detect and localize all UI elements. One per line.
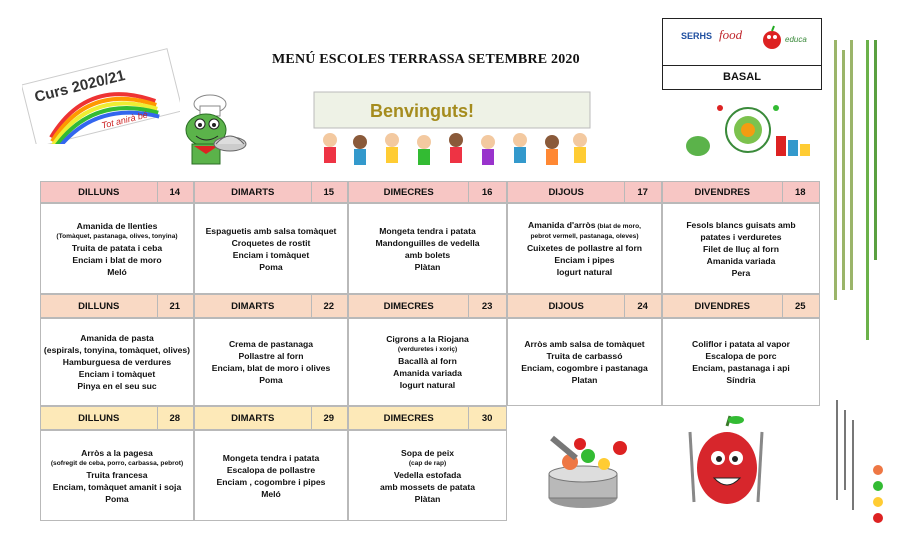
nutrition-illustration [676, 94, 820, 178]
menu-line-text: Truita de patata i ceba [71, 242, 163, 253]
day-name: DIMARTS [195, 407, 312, 429]
day-header [348, 181, 507, 203]
menu-cell [348, 430, 507, 521]
menu-cell [507, 203, 662, 294]
menu-line [51, 459, 183, 469]
menu-type-label: BASAL [723, 71, 761, 83]
menu-line-text: Enciam i tomàquet [232, 249, 310, 260]
menu-line [398, 355, 457, 367]
menu-line [229, 338, 313, 350]
menu-line [259, 374, 282, 386]
menu-line-text: Poma [259, 261, 283, 272]
day-number: 23 [481, 300, 493, 312]
apple-mascot-image [684, 412, 770, 522]
menu-line [692, 338, 790, 350]
menu-line-text: Mongeta tendra i patata [222, 452, 320, 463]
menu-line [394, 469, 461, 481]
day-header [507, 294, 662, 318]
menu-line-text: Arròs a la pagesa [81, 447, 153, 458]
menu-cell [194, 203, 348, 294]
menu-line-text: pebrot vermell, pastanaga, oleves) [530, 233, 639, 240]
day-number: 17 [637, 186, 648, 198]
menu-line-text: Filet de lluç al forn [703, 243, 779, 254]
day-name: DILLUNS [41, 182, 158, 202]
welcome-banner [300, 90, 604, 172]
day-number: 18 [794, 186, 806, 198]
day-number: 14 [169, 186, 181, 198]
side-legend-image [826, 40, 896, 530]
day-name: DILLUNS [41, 295, 158, 317]
menu-line [692, 362, 789, 374]
day-number: 16 [481, 186, 493, 198]
curs-text: Curs 2020/21 [32, 66, 127, 106]
menu-line-text: (cap de rap) [408, 459, 447, 467]
menu-line [86, 469, 147, 481]
menu-line-text: Enciam, blat de moro i olives [211, 363, 331, 373]
menu-line [81, 447, 153, 459]
menu-line [409, 459, 446, 469]
menu-line-text: Enciam i blat de moro [72, 254, 162, 265]
menu-line [398, 345, 457, 355]
menu-line-text: Amanida de llenties [76, 220, 158, 231]
menu-line [79, 368, 155, 380]
menu-line-text: Amanida de pasta [80, 333, 154, 343]
menu-line-text: Poma [105, 493, 129, 504]
menu-line-text: Iogurt natural [399, 380, 456, 390]
day-name: DIMECRES [349, 182, 469, 202]
menu-line [415, 493, 441, 505]
menu-line [232, 237, 311, 249]
menu-line [63, 356, 171, 368]
menu-line [261, 488, 281, 500]
menu-line [56, 232, 177, 242]
menu-line [77, 220, 158, 232]
menu-line-text: Coliflor i patata al vapor [692, 339, 790, 349]
menu-line [572, 374, 598, 386]
menu-line [380, 481, 475, 493]
menu-line-text: Pinya en el seu suc [77, 381, 157, 391]
menu-line-text: patates i verduretes [700, 231, 782, 242]
menu-line-text: Fesols blancs guisats amb [686, 219, 796, 230]
day-header [662, 181, 820, 203]
menu-cell [40, 318, 194, 406]
page-title: MENÚ ESCOLES TERRASSA SETEMBRE 2020 [272, 52, 580, 67]
menu-line [375, 237, 479, 249]
menu-line [72, 242, 162, 254]
frog-chef-image [158, 92, 248, 170]
menu-line-text: Sopa de peix [400, 447, 454, 458]
menu-cell [194, 430, 348, 521]
menu-line [530, 232, 638, 242]
menu-line-text: Plàtan [414, 261, 441, 272]
menu-line-text: Enciam, tomàquet amanit i soja [52, 481, 182, 492]
day-number: 25 [794, 300, 806, 312]
menu-line-text: Amanida d'arròs [528, 220, 596, 230]
menu-line [400, 379, 455, 391]
day-header [40, 181, 194, 203]
menu-line [44, 344, 190, 356]
menu-line-text: Bacallà al forn [398, 356, 457, 366]
menu-line-text: Enciam, pastanaga i api [692, 363, 790, 373]
menu-line-text: (espirals, tonyina, tomàquet, olives) [43, 345, 191, 355]
menu-line-text: Croquetes de rostit [231, 237, 311, 248]
menu-line-text: Iogurt natural [556, 267, 613, 277]
day-name: DIVENDRES [663, 182, 783, 202]
day-header [194, 294, 348, 318]
cooking-pot-image [528, 418, 638, 516]
menu-line-text: Truita francesa [86, 469, 148, 480]
menu-line-text: Escalopa de porc [705, 351, 777, 361]
menu-line [700, 231, 781, 243]
day-name: DIVENDRES [663, 295, 783, 317]
day-header [40, 406, 194, 430]
apple-logo-icon [761, 24, 783, 54]
day-number: 21 [169, 300, 181, 312]
serhs-logo [663, 19, 821, 66]
menu-line [259, 261, 282, 273]
menu-line [53, 481, 181, 493]
day-name: DIMECRES [349, 407, 469, 429]
menu-line [726, 374, 755, 386]
menu-line [212, 362, 330, 374]
menu-line-text: Platan [571, 375, 598, 385]
menu-cell [348, 318, 507, 406]
day-header [194, 406, 348, 430]
menu-line [524, 338, 644, 350]
menu-cell [662, 318, 820, 406]
menu-cell [348, 203, 507, 294]
logo-brand3: educa [785, 35, 807, 44]
menu-line [554, 254, 614, 266]
menu-line-note: (blat de moro, [595, 223, 641, 230]
menu-line-text: Vedella estofada [393, 469, 462, 480]
menu-line-text: (Tomàquet, pastanaga, olives, tonyina) [56, 232, 178, 240]
menu-line [527, 242, 642, 254]
menu-line-text: Amanida variada [393, 368, 462, 378]
menu-line [227, 464, 315, 476]
menu-line-text: Meló [107, 266, 127, 277]
day-header [348, 294, 507, 318]
day-header [194, 181, 348, 203]
menu-line [386, 333, 469, 345]
menu-line [557, 266, 612, 278]
menu-line [686, 219, 795, 231]
day-number: 22 [323, 300, 335, 312]
day-number: 30 [481, 412, 493, 424]
menu-line-text: Mandonguilles de vedella [375, 237, 480, 248]
menu-line [379, 225, 475, 237]
menu-line-text: Mongeta tendra i patata [379, 225, 476, 236]
day-header [40, 294, 194, 318]
menu-cell [194, 318, 348, 406]
menu-line-text: Enciam i tomàquet [78, 369, 156, 379]
day-name: DIJOUS [508, 182, 625, 202]
menu-line-text: Escalopa de pollastre [226, 464, 316, 475]
menu-line-text: Espaguetis amb salsa tomàquet [205, 225, 337, 236]
menu-line-text: Hamburguesa de verdures [62, 357, 172, 367]
logo-box [662, 18, 822, 90]
menu-line-text: Pollastre al forn [238, 351, 304, 361]
menu-line-text: Plàtan [414, 493, 441, 504]
menu-line [405, 249, 450, 261]
menu-line-text: Síndria [726, 375, 756, 385]
menu-line [80, 332, 154, 344]
menu-cell [40, 203, 194, 294]
day-name: DIMECRES [349, 295, 469, 317]
curs-badge [22, 44, 180, 144]
menu-line-text: amb bolets [404, 249, 451, 260]
menu-line [105, 493, 128, 505]
menu-line [393, 367, 462, 379]
menu-line-text: Meló [261, 488, 281, 499]
day-header [507, 181, 662, 203]
day-header [662, 294, 820, 318]
curs-subtext: Tot anirà bé [100, 109, 149, 131]
menu-line [239, 350, 304, 362]
banner-text: Benvinguts! [370, 101, 475, 121]
menu-line [223, 452, 319, 464]
menu-line [707, 255, 776, 267]
menu-cell [40, 430, 194, 521]
menu-cell [507, 318, 662, 406]
day-number: 24 [637, 300, 648, 312]
menu-line-text: amb mossets de patata [379, 481, 476, 492]
menu-line [217, 476, 326, 488]
logo-brand1: SERHS [681, 31, 713, 41]
menu-line-text: Truita de carbassó [546, 351, 623, 361]
menu-line [528, 219, 641, 232]
menu-line [705, 350, 776, 362]
menu-line-text: Crema de pastanaga [228, 339, 314, 349]
day-name: DIMARTS [195, 182, 312, 202]
menu-line-text: Cuixetes de pollastre al forn [526, 243, 643, 253]
logo-brand2: food [719, 27, 743, 42]
menu-line [77, 380, 156, 392]
day-number: 28 [169, 412, 181, 424]
menu-line [521, 362, 648, 374]
menu-line [415, 261, 441, 273]
menu-line-text: Poma [259, 375, 283, 385]
day-name: DIMARTS [195, 295, 312, 317]
day-header [348, 406, 507, 430]
menu-cell [662, 203, 820, 294]
day-number: 29 [323, 412, 335, 424]
menu-line-text: Arròs amb salsa de tomàquet [524, 339, 645, 349]
menu-line-text: (sofregit de ceba, porro, carbassa, pebrot) [50, 459, 184, 467]
menu-line [703, 243, 779, 255]
menu-line [233, 249, 309, 261]
menu-line [547, 350, 623, 362]
menu-line-text: Enciam, cogombre i pastanaga [521, 363, 648, 373]
menu-line-text: Pera [731, 267, 751, 278]
menu-line-text: Enciam , cogombre i pipes [216, 476, 326, 487]
menu-line-text: (verduretes i xoriç) [397, 346, 458, 353]
menu-line [206, 225, 337, 237]
day-name: DILLUNS [41, 407, 158, 429]
menu-line-text: Amanida variada [706, 255, 776, 266]
menu-line-text: Enciam i pipes [554, 255, 615, 265]
menu-line-text: Cigrons a la Riojana [386, 334, 469, 344]
menu-line [72, 254, 161, 266]
menu-line [732, 267, 751, 279]
day-name: DIJOUS [508, 295, 625, 317]
menu-line [401, 447, 454, 459]
menu-line [107, 266, 127, 278]
day-number: 15 [323, 186, 335, 198]
